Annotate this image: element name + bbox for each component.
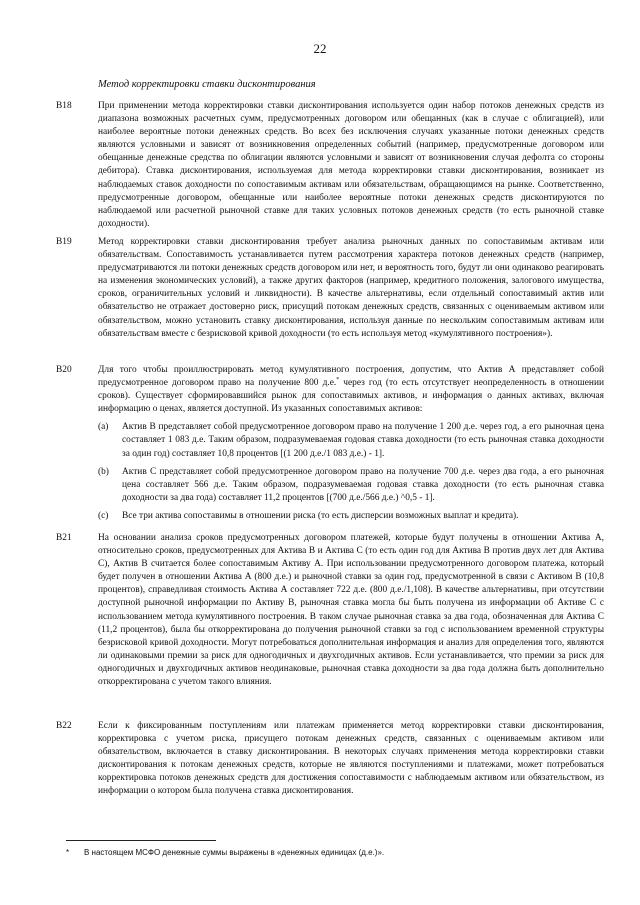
list-item-text: Все три актива сопоставимы в отношении риска (то есть дисперсии возможных выплат и кредита).	[122, 510, 519, 521]
footnote-text: В настоящем МСФО денежные суммы выражены в «денежных единицах (д.е.)».	[84, 848, 385, 857]
footnote-mark: *	[66, 848, 70, 857]
list-item-text: Актив В представляет собой предусмотренное договором право на получение 1 200 д.е. через год, а его рыночная цена составляет 1 083 д.е. Таким образом, подразумеваемая годовая ставка доходности (то есть рыночная ставка доходности за один год) составляет 10,8 процентов [(1 200 д.е./1 083 д.е.) - 1].	[122, 422, 604, 459]
paragraph-text: Метод корректировки ставки дисконтирования требует анализа рыночных данных по сопоставимым активам или обязательствам. Сопоставимость устанавливается путем рассмотрения характера потоков денежных средств (например, предусматриваются ли потоки денежных средств договором или нет, и вероятность того, будут ли они одинаково реагировать на изменения экономических условий), а также других факторов (например, кредитного положения, залогового имущества, сроков, ограничительных условий и ликвидности). В качестве альтернативы, если отдельный сопоставимый актив или обязательство не отражает достоверно риск, присущий потокам денежных средств, связанных с оцениваемым активом или обязательством, можно установить ставку дисконтирования, используя данные по нескольким сопоставимым активам или обязательствам вместе с безрисковой кривой доходности (то есть используя метод «кумулятивного построения»).	[98, 237, 604, 339]
list-item-label: (a)	[98, 422, 109, 433]
paragraph-number: B18	[56, 101, 72, 111]
section-title: Метод корректировки ставки дисконтирования	[98, 79, 316, 90]
paragraph-text: При применении метода корректировки ставки дисконтирования используется один набор потоков денежных средств из диапазона возможных расчетных сумм, предусмотренных договором или обещанных (как в случае с облигацией), или наиболее вероятные потоки денежных средств. Во всех без исключения случаях указанные потоки денежных средств являются условными и зависят от возникновения определенных событий (например, предусмотренные договором или обещанные денежные средства по облигации являются условными и зависят от возникновения случая дефолта со стороны дебитора). Ставка дисконтирования, используемая для метода корректировки ставки дисконтирования, возникает из наблюдаемых ставок доходности по сопоставимым активам или обязательствам, обращающимся на рынке. Соответственно, предусмотренные договором, обещанные или наиболее вероятные потоки денежных средств дисконтируются по наблюдаемой или расчетной рыночной ставке для таких условных потоков денежных средств (то есть рыночной ставке доходности).	[98, 101, 604, 229]
paragraph-number: B21	[56, 533, 72, 543]
paragraph-text-part-1: Для того чтобы проиллюстрировать метод кумулятивного построения, допустим, что Актив А представляет собой предусмотренное договором право на получение 800 д.е.	[98, 365, 604, 389]
paragraph-b19	[56, 236, 604, 341]
paragraph-text: Если к фиксированным поступлениям или платежам применяется метод корректировки ставки дисконтирования, корректировка с учетом риска, присущего потокам денежных средств, связанных с оцениваемым активом или обязательством, включается в ставку дисконтирования. В некоторых случаях применения метода корректировки ставки дисконтирования к потокам денежных средств, которые не являются поступлениями и платежами, может потребоваться корректировка потоков денежных средств для достижения сопоставимости с наблюдаемым активом или обязательством, из информации о котором была получена ставка дисконтирования.	[98, 721, 604, 797]
paragraph-b20	[56, 364, 604, 523]
footnote	[66, 848, 586, 857]
paragraph-number: B22	[56, 721, 72, 731]
list-item	[98, 510, 604, 523]
paragraph-text	[98, 364, 604, 416]
list-item-text: Актив С представляет собой предусмотренное договором право на получение 700 д.е. через два года, а его рыночная цена составляет 566 д.е. Таким образом, подразумеваемая годовая ставка доходности (то есть рыночная ставка доходности за два года) составляет 11,2 процентов [(700 д.е./566 д.е.) ^0,5 - 1].	[122, 466, 604, 503]
page-number: 22	[313, 41, 327, 56]
list-item	[98, 466, 604, 505]
paragraph-text-part-2: через год (то есть отсутствует неопределенность в отношении сроков). Существует сформировавшийся рынок для сопоставимых активов, и информация о данных активах, включая информацию о ценах, является доступной. Из указанных сопоставимых активов:	[98, 378, 604, 415]
paragraph-b21	[56, 532, 604, 689]
list-item	[98, 421, 604, 460]
list-item-label: (b)	[98, 466, 109, 477]
paragraph-number: B19	[56, 237, 72, 247]
footnote-divider	[66, 840, 216, 841]
paragraph-b18	[56, 100, 604, 231]
paragraph-text: На основании анализа сроков предусмотренных договором платежей, которые будут получены в отношении Актива А, относительно сроков, предусмотренных для Актива В и Актива С (то есть один год для Актива В против двух лет для Актива С), Актив В считается более сопоставимым Активу А. При использовании предусмотренного договором платежа, который будет получен в отношении Актива А (800 д.е.) и рыночной ставки за один год, предусмотренной в связи с Активом В (10,8 процентов), справедливая стоимость Актива А составляет 722 д.е. (800 д.е./1,108). В качестве альтернативы, при отсутствии доступной рыночной информации по Активу В, рыночная ставка могла бы быть получена из информации об Активе С с использованием метода кумулятивного построения. В таком случае рыночная ставка за два года, обозначенная для Актива С (11,2 процентов), была бы откорректирована до получения рыночной ставки за год с использованием временной структуры безрисковой кривой доходности. Могут потребоваться дополнительная информация и анализ для определения того, являются ли одинаковыми премии за риск для одногодичных и двухгодичных активов. Если устанавливается, что премии за риск для одногодичных и двухгодичных активов неодинаковые, рыночная ставка доходности за два года должна быть дополнительно откорректирована с учетом такого влияния.	[98, 533, 604, 688]
paragraph-b22	[56, 720, 604, 799]
list-item-label: (c)	[98, 510, 109, 521]
paragraph-body	[98, 364, 604, 523]
paragraph-number: B20	[56, 365, 72, 375]
footnote-reference: *	[336, 376, 340, 383]
